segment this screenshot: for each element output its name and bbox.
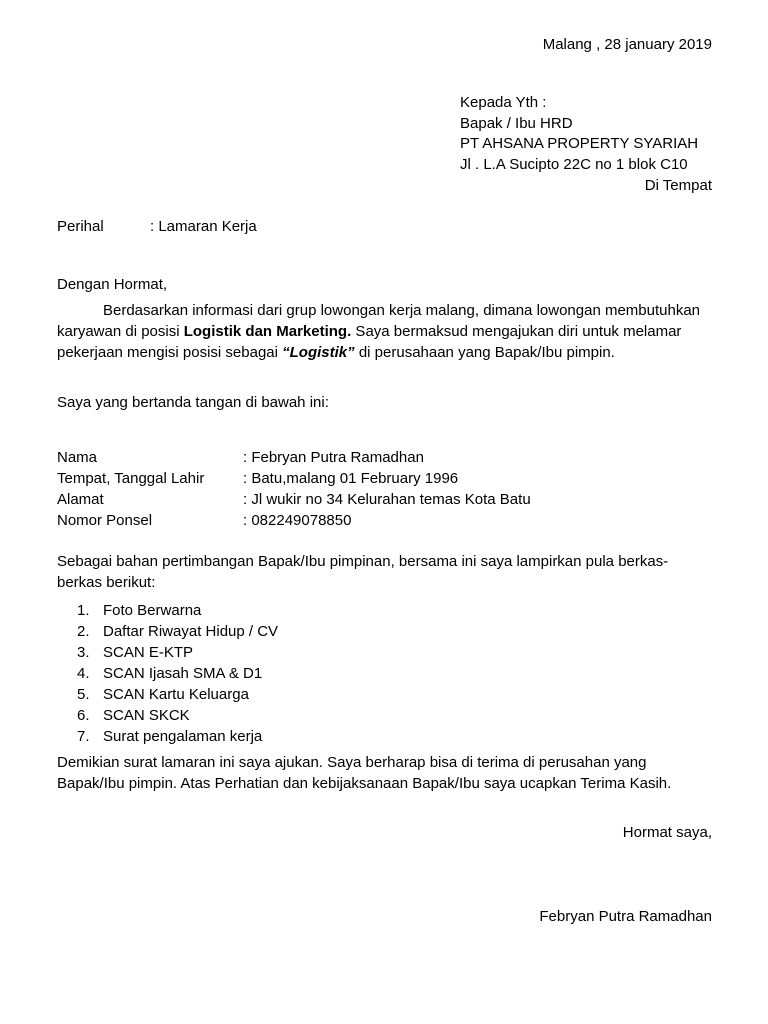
identity-label: Nama [57, 449, 98, 466]
list-item [77, 600, 201, 621]
recipient-line: Jl . L.A Sucipto 22C no 1 blok C10 [460, 156, 688, 173]
list-text: SCAN Ijasah SMA & D1 [103, 665, 263, 682]
letter-date: Malang , 28 january 2019 [542, 36, 712, 53]
position-bold: Logistik dan Marketing. [183, 323, 352, 340]
recipient-line: PT AHSANA PROPERTY SYARIAH [460, 135, 699, 152]
list-item [77, 705, 190, 726]
list-item [77, 642, 193, 663]
list-text: SCAN SKCK [103, 707, 190, 724]
paragraph-text: Saya bermaksud mengajukan diri untuk melamar pekerjaan mengisi posisi sebagai [57, 323, 682, 361]
list-number: 2. [77, 623, 90, 640]
paragraph-text: di perusahaan yang Bapak/Ibu pimpin. [354, 344, 615, 361]
identity-value: : Febryan Putra Ramadhan [243, 449, 424, 466]
identity-label: Alamat [57, 491, 104, 508]
list-item [77, 621, 278, 642]
list-text: Daftar Riwayat Hidup / CV [103, 623, 279, 640]
recipient-line: Di Tempat [644, 177, 712, 194]
signature-name: Febryan Putra Ramadhan [539, 908, 712, 925]
list-text: SCAN Kartu Keluarga [103, 686, 249, 703]
list-number: 3. [77, 644, 90, 661]
list-text: Foto Berwarna [103, 602, 202, 619]
identity-value: : Jl wukir no 34 Kelurahan temas Kota Batu [243, 491, 531, 508]
list-number: 5. [77, 686, 90, 703]
greeting: Dengan Hormat, [57, 276, 168, 293]
closing-paragraph: Demikian surat lamaran ini saya ajukan. Saya berharap bisa di terima di perusahan yang Bapak/Ibu pimpin. Atas Perhatian dan kebijaksanaan Bapak/Ibu saya ucapkan Terima Kasih. [57, 754, 672, 792]
list-item [77, 726, 262, 747]
identity-value: : 082249078850 [243, 512, 352, 529]
recipient-line: Bapak / Ibu HRD [460, 115, 573, 132]
subject-value: : Lamaran Kerja [150, 218, 257, 235]
attachments-intro: Sebagai bahan pertimbangan Bapak/Ibu pimpinan, bersama ini saya lampirkan pula berkas-berkas berikut: [57, 553, 669, 591]
paragraph-text: Berdasarkan informasi dari grup lowongan kerja malang, dimana lowongan membutuhkan karyawan di posisi [57, 302, 701, 340]
list-number: 4. [77, 665, 90, 682]
position-logistik: “Logistik” [282, 344, 355, 361]
identity-value: : Batu,malang 01 February 1996 [243, 470, 459, 487]
identity-label: Tempat, Tanggal Lahir [57, 470, 205, 487]
list-item [77, 663, 262, 684]
list-number: 1. [77, 602, 90, 619]
subject-label: Perihal [57, 218, 104, 235]
opening-paragraph [57, 300, 717, 363]
list-number: 7. [77, 728, 90, 745]
recipient-line: Kepada Yth : [460, 94, 547, 111]
closing-salutation: Hormat saya, [622, 824, 712, 841]
intro-signed: Saya yang bertanda tangan di bawah ini: [57, 394, 329, 411]
list-item [77, 684, 249, 705]
identity-label: Nomor Ponsel [57, 512, 153, 529]
list-text: Surat pengalaman kerja [103, 728, 263, 745]
list-text: SCAN E-KTP [103, 644, 194, 661]
list-number: 6. [77, 707, 90, 724]
